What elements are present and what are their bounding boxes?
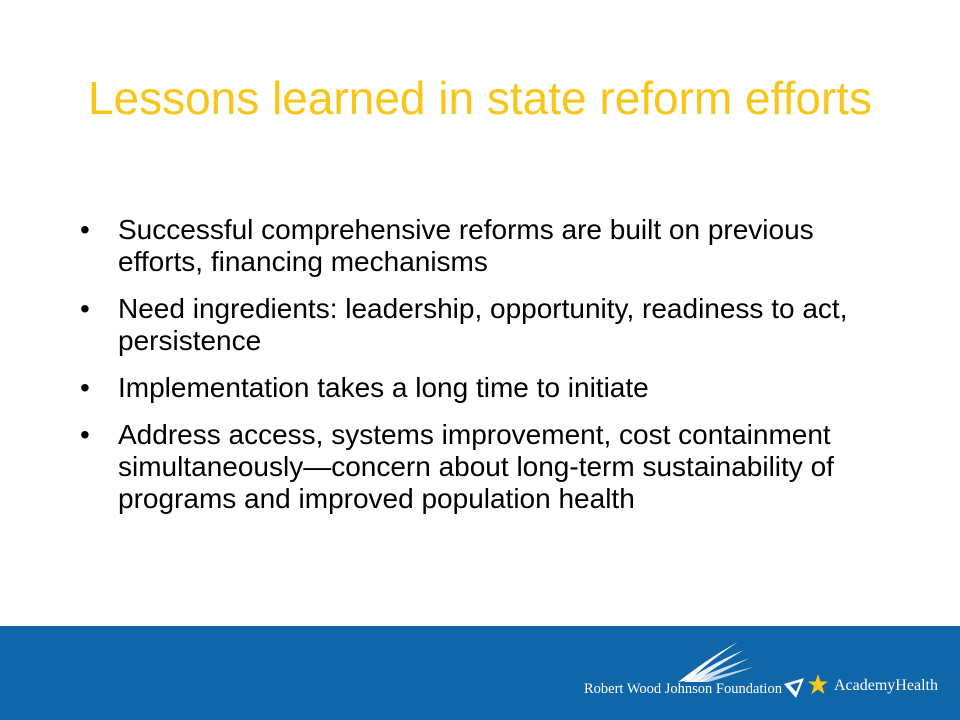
bullet-text: Need ingredients: leadership, opportunity, readiness to act, persistence [118,293,848,356]
bullet-item [78,372,878,404]
bullet-item [78,293,878,357]
bullet-list [78,214,878,530]
bullet-dot-icon: • [80,293,90,324]
bullet-dot-icon: • [80,214,90,245]
bullet-text: Address access, systems improvement, cost containment simultaneously—concern about long-term sustainability of programs and improved population health [118,419,834,514]
bullet-item [78,419,878,515]
slide-title: Lessons learned in state reform efforts [87,72,873,124]
bullet-text: Implementation takes a long time to initiate [118,372,649,403]
bullet-text: Successful comprehensive reforms are built on previous efforts, financing mechanisms [118,214,814,277]
bullet-dot-icon: • [80,419,90,450]
bullet-dot-icon: • [80,372,90,403]
rwjf-wing-logo-icon [676,640,756,684]
academyhealth-logo-text: AcademyHealth [834,677,938,694]
rwjf-logo-text: Robert Wood Johnson Foundation [584,681,782,697]
bullet-item [78,214,878,278]
academyhealth-star-logo-icon [782,672,832,700]
